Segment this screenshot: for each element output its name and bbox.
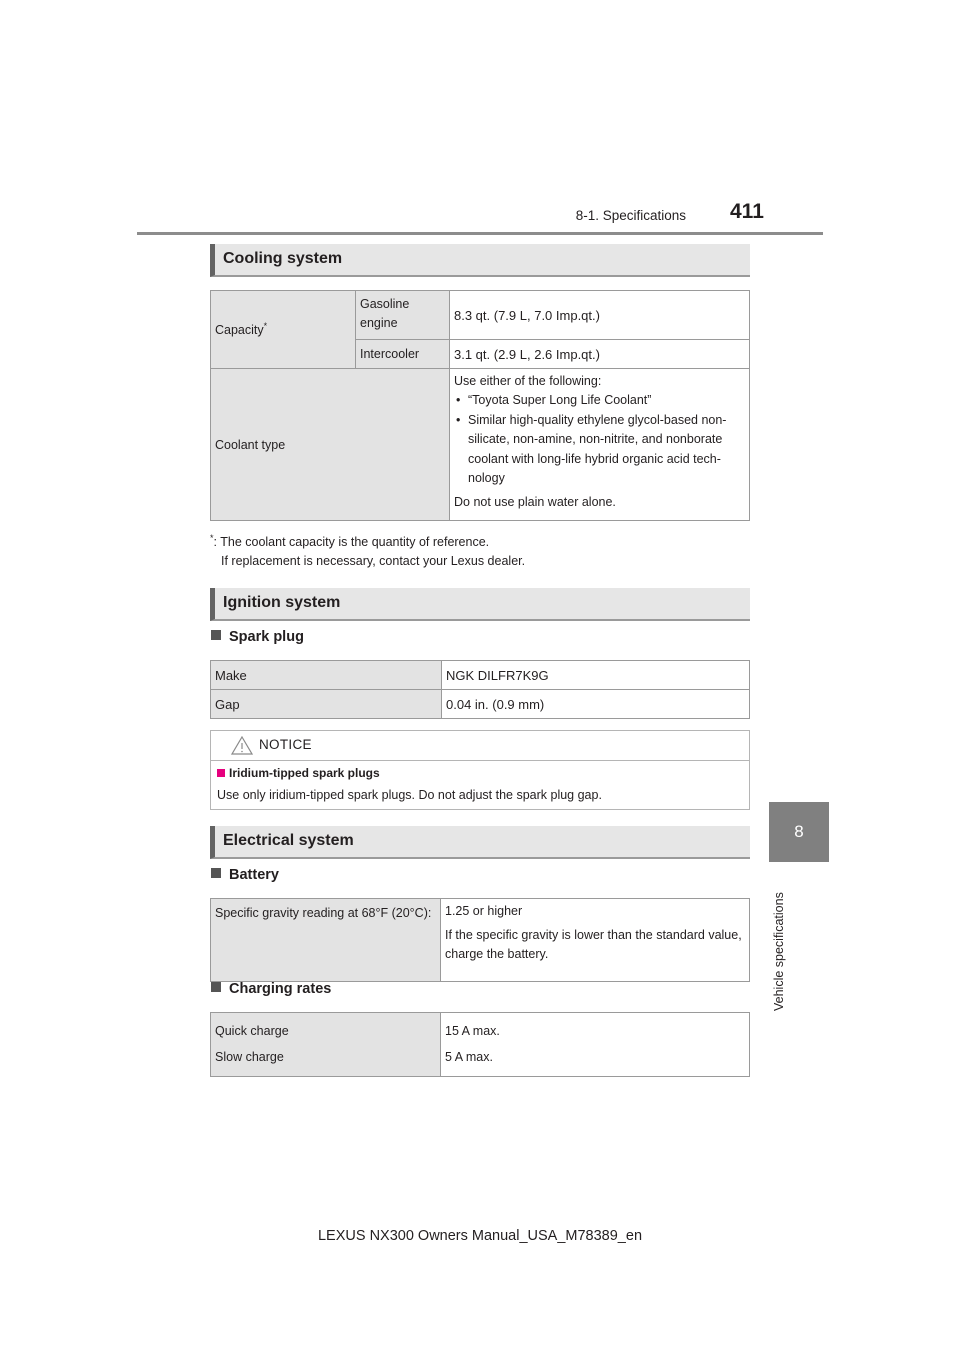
cooling-table xyxy=(210,290,750,521)
gravity-value-cell xyxy=(441,899,750,982)
capacity-footnote-mark: * xyxy=(263,321,268,332)
coolant-item: • “Toyota Super Long Life Coolant” xyxy=(454,391,745,411)
coolant-item: • Similar high-quality ethylene glycol-based non-silicate, non-amine, non-nitrite, and nonborate coolant with long-life hybrid organic acid tech-nology xyxy=(454,411,745,489)
chapter-title xyxy=(768,866,792,1011)
square-bullet-icon xyxy=(211,982,221,992)
square-bullet-icon xyxy=(211,868,221,878)
coolant-intro: Use either of the following: xyxy=(454,374,602,388)
notice-title: NOTICE xyxy=(259,737,312,752)
footnote-line-1: : The coolant capacity is the quantity of reference. xyxy=(213,535,490,550)
make-label: Make xyxy=(211,661,442,690)
spark-plug-title: Spark plug xyxy=(229,629,304,645)
ignition-heading-text: Ignition system xyxy=(223,594,341,611)
quick-charge-label: Quick charge xyxy=(215,1024,289,1038)
battery-table xyxy=(210,898,750,982)
notice-subtitle-text: Iridium-tipped spark plugs xyxy=(229,766,380,780)
charging-rates-title: Charging rates xyxy=(229,981,332,997)
battery-title: Battery xyxy=(229,867,279,883)
notice-subtitle xyxy=(217,766,380,780)
coolant-type-label: Coolant type xyxy=(211,369,450,521)
gravity-value: 1.25 or higher xyxy=(445,904,523,918)
ignition-system-heading xyxy=(210,588,750,621)
charging-rates-subheading xyxy=(211,981,331,997)
footnote-line-2: If replacement is necessary, contact your Lexus dealer. xyxy=(221,554,526,569)
notice-text: Use only iridium-tipped spark plugs. Do not adjust the spark plug gap. xyxy=(217,788,602,802)
electrical-heading-text: Electrical system xyxy=(223,832,354,849)
charge-values xyxy=(441,1013,750,1077)
cooling-system-heading xyxy=(210,244,750,277)
capacity-label: Capacity xyxy=(215,323,264,338)
slow-charge-label: Slow charge xyxy=(215,1050,284,1064)
coolant-warning: Do not use plain water alone. xyxy=(454,494,616,509)
charging-rates-table xyxy=(210,1012,750,1077)
chapter-tab: 8 xyxy=(769,802,829,862)
gap-label: Gap xyxy=(211,690,442,719)
slow-charge-value: 5 A max. xyxy=(445,1050,493,1064)
footnote-mark: * xyxy=(210,533,214,543)
intercooler-value: 3.1 qt. (2.9 L, 2.6 Imp.qt.) xyxy=(450,340,750,369)
page-number: 411 xyxy=(730,200,764,223)
cooling-heading-text: Cooling system xyxy=(223,250,343,267)
charge-labels xyxy=(211,1013,441,1077)
gravity-label: Specific gravity reading at 68°F (20°C): xyxy=(211,899,441,982)
coolant-type-value xyxy=(450,369,750,521)
battery-subheading xyxy=(211,867,279,883)
spark-plug-table xyxy=(210,660,750,719)
gasoline-value: 8.3 qt. (7.9 L, 7.0 Imp.qt.) xyxy=(450,291,750,340)
square-bullet-icon xyxy=(211,630,221,640)
coolant-list xyxy=(454,391,745,489)
gasoline-label: Gasoline engine xyxy=(356,291,450,340)
gravity-note: If the specific gravity is lower than the standard value, charge the battery. xyxy=(445,928,742,961)
electrical-system-heading xyxy=(210,826,750,859)
notice-header xyxy=(211,731,749,761)
intercooler-label: Intercooler xyxy=(356,340,450,369)
warning-triangle-icon xyxy=(231,736,253,755)
page-footer: LEXUS NX300 Owners Manual_USA_M78389_en xyxy=(317,1228,643,1244)
chapter-title-text: Vehicle specifications xyxy=(772,892,786,1011)
capacity-label-cell xyxy=(211,291,356,369)
notice-box xyxy=(210,730,750,810)
section-label: 8-1. Specifications xyxy=(575,208,686,223)
header-divider xyxy=(137,232,823,235)
pink-square-icon xyxy=(217,769,225,777)
spark-plug-subheading xyxy=(211,629,304,645)
make-value: NGK DILFR7K9G xyxy=(442,661,750,690)
gap-value: 0.04 in. (0.9 mm) xyxy=(442,690,750,719)
quick-charge-value: 15 A max. xyxy=(445,1024,500,1038)
capacity-footnote xyxy=(210,529,525,571)
